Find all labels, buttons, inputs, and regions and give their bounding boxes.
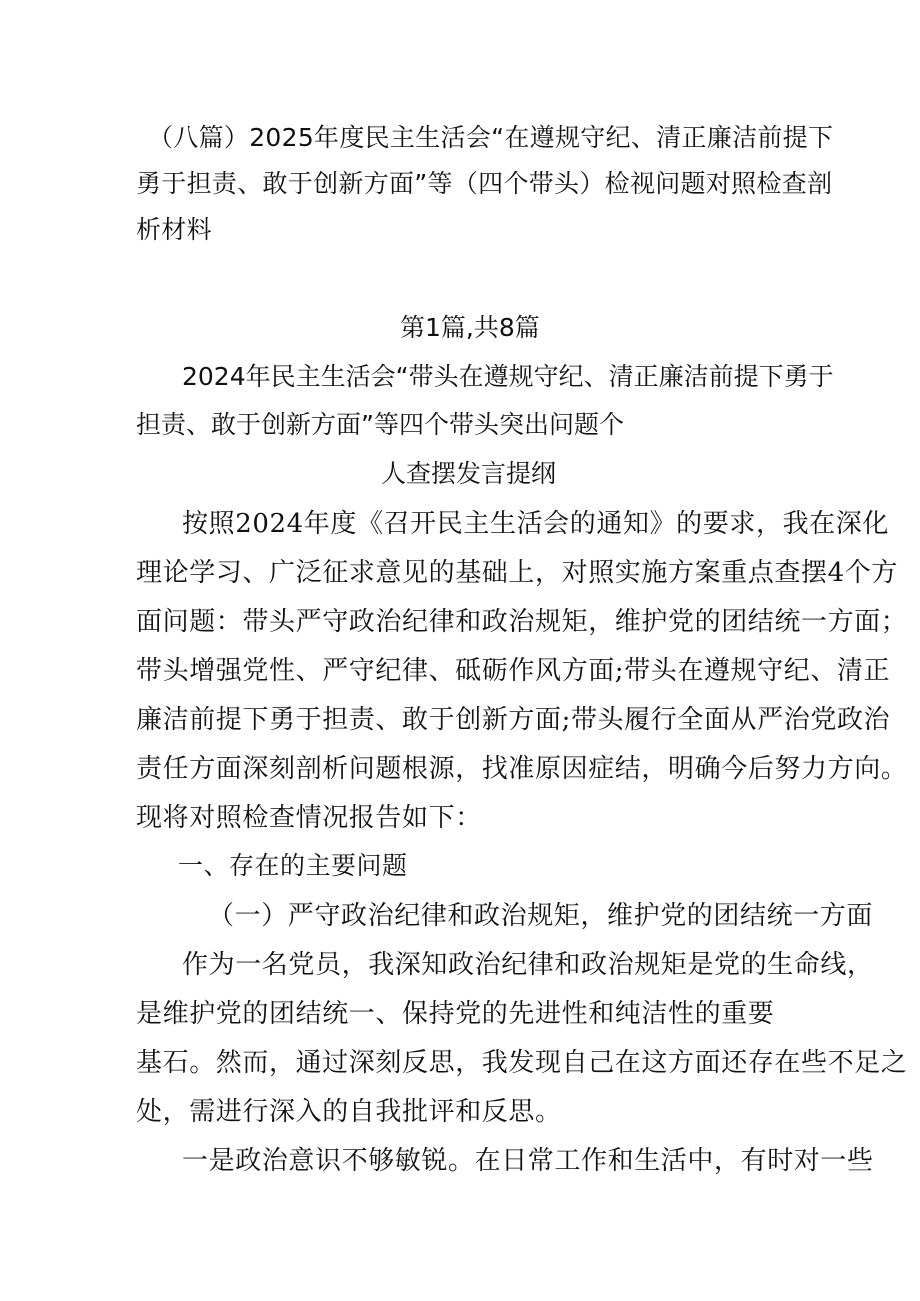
document-title-line-3: 析材料	[136, 215, 212, 244]
intro-line-4: 带头增强党性、严守纪律、砥砺作风方面;带头在遵规守纪、清正	[136, 656, 891, 686]
intro-line-1: 按照2024年度《召开民主生活会的通知》的要求，我在深化	[182, 509, 889, 539]
subtitle-line-1: 2024年民主生活会“带头在遵规守纪、清正廉洁前提下勇于	[182, 362, 834, 391]
document-title-line-2: 勇于担责、敢于创新方面”等（四个带头）检视问题对照检查剖	[136, 169, 833, 198]
para-2-line-1: 作为一名党员，我深知政治纪律和政治规矩是党的生命线，	[182, 950, 874, 980]
section-label: 第1篇,共8篇	[400, 313, 540, 342]
para-3-line-1: 一是政治意识不够敏锐。在日常工作和生活中，有时对一些	[182, 1146, 874, 1176]
intro-line-6: 责任方面深刻剖析问题根源，找准原因症结，明确今后努力方向。	[136, 754, 908, 784]
intro-line-3: 面问题：带头严守政治纪律和政治规矩，维护党的团结统一方面；	[136, 607, 908, 637]
intro-line-2: 理论学习、广泛征求意见的基础上，对照实施方案重点查摆4个方	[136, 558, 898, 588]
para-2-line-3: 基石。然而，通过深刻反思，我发现自己在这方面还存在些不足之	[136, 1048, 908, 1078]
intro-line-5: 廉洁前提下勇于担责、敢于创新方面;带头履行全面从严治党政治	[136, 705, 891, 735]
subtitle-line-2: 担责、敢于创新方面”等四个带头突出问题个	[136, 410, 624, 439]
para-2-line-4: 处，需进行深入的自我批评和反思。	[136, 1097, 562, 1127]
subtitle-line-3: 人查摆发言提纲	[381, 459, 557, 488]
para-2-line-2: 是维护党的团结统一、保持党的先进性和纯洁性的重要	[136, 999, 775, 1029]
section-heading: 一、存在的主要问题	[178, 851, 408, 880]
intro-line-7: 现将对照检查情况报告如下：	[136, 803, 482, 833]
document-title-line-1: （八篇）2025年度民主生活会“在遵规守纪、清正廉洁前提下	[148, 123, 834, 152]
subsection-heading: （一）严守政治纪律和政治规矩，维护党的团结统一方面	[208, 901, 874, 931]
